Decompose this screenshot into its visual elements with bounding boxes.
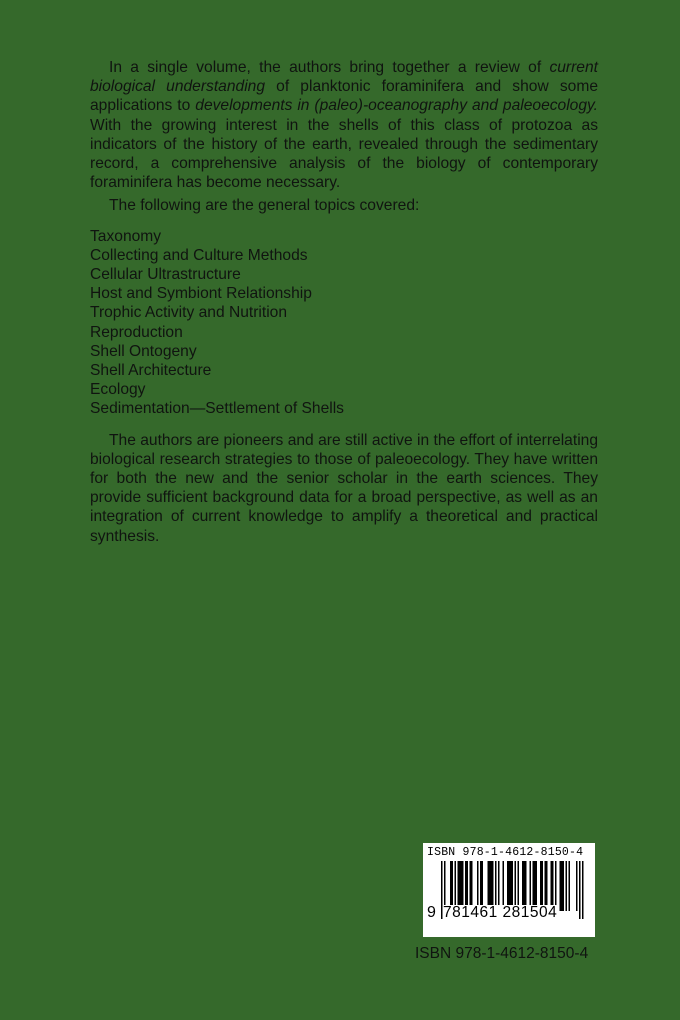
topic-item: Cellular Ultrastructure xyxy=(90,266,241,284)
isbn-text: ISBN 978-1-4612-8150-4 xyxy=(415,945,589,962)
barcode-panel xyxy=(423,843,595,937)
topic-item: Reproduction xyxy=(90,323,183,341)
topic-item: Shell Ontogeny xyxy=(90,342,197,360)
barcode-isbn-label: ISBN 978-1-4612-8150-4 xyxy=(427,846,584,859)
barcode-digits: 781461 281504 xyxy=(443,904,558,921)
barcode-bar xyxy=(582,861,584,919)
barcode-bar xyxy=(563,861,565,911)
topic-item: Collecting and Culture Methods xyxy=(90,246,308,264)
intro-text-1: In a single volume, the authors bring together a review of xyxy=(109,59,550,76)
intro-paragraph xyxy=(90,58,598,192)
barcode-bar xyxy=(560,861,562,911)
intro-italic-1: current biological understanding xyxy=(90,59,598,96)
topic-item: Trophic Activity and Nutrition xyxy=(90,304,288,322)
topic-item: Sedimentation—Settlement of Shells xyxy=(90,400,344,418)
barcode-bar xyxy=(566,861,568,911)
topic-item: Host and Symbiont Relationship xyxy=(90,285,312,303)
intro-text-2: of planktonic foraminifera and show some applications to xyxy=(90,78,598,115)
intro-italic-2: developments in (paleo)-oceanography and paleoecology. xyxy=(195,97,598,115)
closing-paragraph: The authors are pioneers and are still active in the effort of interrelating biological research strategies to those of paleoecology. They have written for both the new and the senior scholar in the earth sciences. They provide sufficient background data for a broad perspective, as well as an integration of current knowledge to amplify a theoretical and practical synthesis. xyxy=(90,431,598,545)
barcode-bar xyxy=(561,861,563,911)
topic-item: Ecology xyxy=(90,381,146,399)
back-cover-blurb xyxy=(90,58,598,546)
topic-item: Shell Architecture xyxy=(90,362,212,380)
intro-text-3: With the growing interest in the shells of this class of protozoa as indicators of the history of the earth, revealed through the sedimentary record, a comprehensive analysis of the biology of contemporary foraminifera has become necessary. xyxy=(90,116,598,192)
topics-intro: The following are the general topics covered: xyxy=(109,197,420,215)
barcode-bar xyxy=(579,861,581,919)
barcode-lead-digit: 9 xyxy=(427,904,436,921)
topic-item: Taxonomy xyxy=(90,227,162,245)
barcode xyxy=(427,861,591,921)
barcode-bar xyxy=(569,861,571,911)
topics-list xyxy=(90,227,598,419)
barcode-bar xyxy=(576,861,578,911)
